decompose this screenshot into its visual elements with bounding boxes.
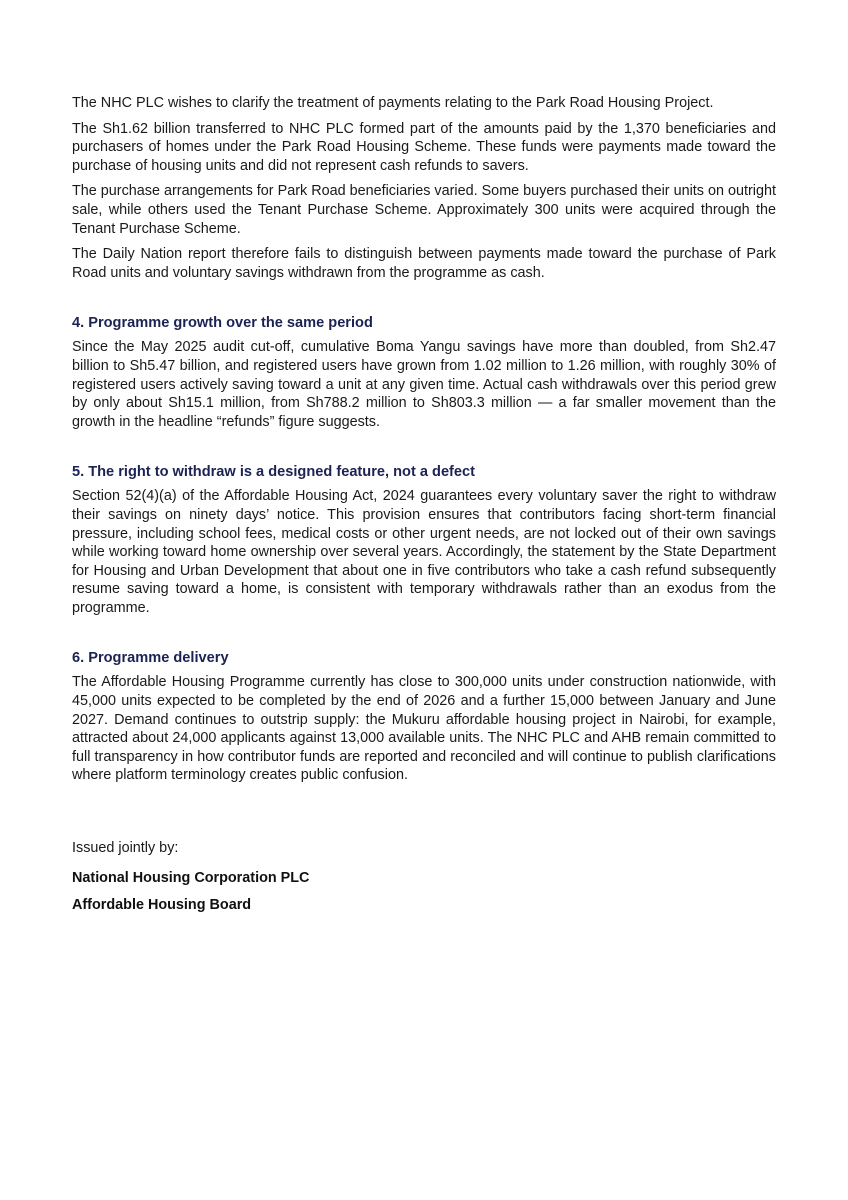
section-body: Since the May 2025 audit cut-off, cumulative Boma Yangu savings have more than doubled, from Sh2.47 billion to Sh5.47 billion, and registered users have grown from 1.02 million to 1.26 million, with roughly 30% of registered users actively saving toward a unit at any given time. Actual cash withdrawals over this period grew by only about Sh15.1 million, from Sh788.2 million to Sh803.3 million — a far smaller movement than the growth in the headline “refunds” figure suggests. (72, 339, 776, 430)
signoff-block (72, 839, 776, 915)
section-programme-growth (72, 314, 776, 431)
issuer-ahb: Affordable Housing Board (72, 897, 252, 914)
issued-label: Issued jointly by: (72, 840, 179, 857)
intro-paragraph: The Daily Nation report therefore fails to distinguish between payments made toward the purchase of Park Road units and voluntary savings withdrawn from the programme as cash. (72, 246, 776, 281)
section-programme-delivery (72, 649, 776, 785)
section-right-to-withdraw (72, 463, 776, 617)
section-heading: 4. Programme growth over the same period (72, 315, 373, 332)
section-body: The Affordable Housing Programme currently has close to 300,000 units under construction nationwide, with 45,000 units expected to be completed by the end of 2026 and a further 15,000 between January and June 2027. Demand continues to outstrip supply: the Mukuru affordable housing project in Nairobi, for example, attracted about 24,000 applicants against 13,000 available units. The NHC PLC and AHB remain committed to full transparency in how contributor funds are reported and reconciled and will continue to publish clarifications where platform terminology creates public confusion. (72, 674, 776, 784)
intro-paragraph: The Sh1.62 billion transferred to NHC PLC formed part of the amounts paid by the 1,370 beneficiaries and purchasers of homes under the Park Road Housing Scheme. These funds were payments made toward the purchase of housing units and did not represent cash refunds to savers. (72, 120, 776, 174)
section-body: Section 52(4)(a) of the Affordable Housing Act, 2024 guarantees every voluntary saver the right to withdraw their savings on ninety days’ notice. This provision ensures that contributors facing short-term financial pressure, including school fees, medical costs or other urgent needs, are not locked out of their own savings while working toward home ownership over several years. Accordingly, the statement by the State Department for Housing and Urban Development that about one in five contributors who take a cash refund subsequently resume saving toward a home, is consistent with temporary withdrawals rather than an exodus from the programme. (72, 488, 776, 616)
intro-paragraph: The NHC PLC wishes to clarify the treatment of payments relating to the Park Road Housing Project. (72, 95, 714, 111)
issuer-nhc: National Housing Corporation PLC (72, 869, 310, 886)
intro-paragraph: The purchase arrangements for Park Road beneficiaries varied. Some buyers purchased their units on outright sale, while others used the Tenant Purchase Scheme. Approximately 300 units were acquired through the Tenant Purchase Scheme. (72, 183, 776, 237)
intro-block (72, 94, 776, 282)
section-heading: 5. The right to withdraw is a designed feature, not a defect (72, 464, 476, 481)
section-heading: 6. Programme delivery (72, 650, 229, 667)
